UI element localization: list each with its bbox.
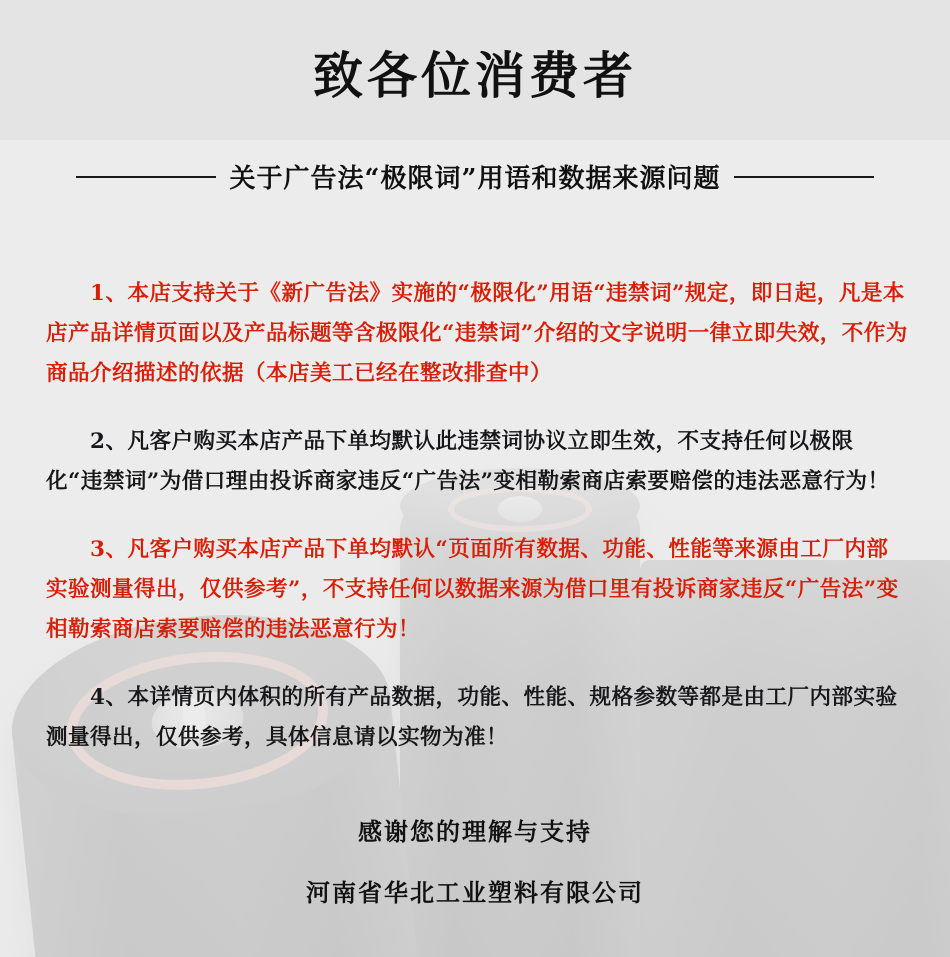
notice-paragraph-2: 2、凡客户购买本店产品下单均默认此违禁词协议立即生效，不支持任何以极限化“违禁词”为借口理由投诉商家违反“广告法”变相勒索商店索要赔偿的违法恶意行为！ [46,428,890,494]
notice-paragraph-3: 3、凡客户购买本店产品下单均默认“页面所有数据、功能、性能等来源由工厂内部实验测量得出，仅供参考”，不支持任何以数据来源为借口里有投诉商家违反“广告法”变相勒索商店索要赔偿的违法恶意行为！ [46,536,899,642]
decorative-rule-left [76,176,216,178]
page-title: 致各位消费者 [313,46,637,105]
page-subtitle: 关于广告法“极限词”用语和数据来源问题 [229,164,721,194]
notice-paragraph-1: 1、本店支持关于《新广告法》实施的“极限化”用语“违禁词”规定，即日起，凡是本店产品详情页面以及产品标题等含极限化“违禁词”介绍的文字说明一律立即失效，不作为商品介绍描述的依据（本店美工已经在整改排查中） [46,280,908,386]
footer-company-name: 河南省华北工业塑料有限公司 [306,878,644,907]
notice-body [46,252,908,786]
decorative-rule-right [734,176,874,178]
header-band [0,0,950,140]
footer-thanks-text: 感谢您的理解与支持 [358,817,592,846]
subtitle-row [0,158,950,195]
notice-footer [0,812,950,908]
notice-paragraph-4: 4、本详情页内体积的所有产品数据，功能、性能、规格参数等都是由工厂内部实验测量得出，仅供参考，具体信息请以实物为准！ [46,684,898,750]
